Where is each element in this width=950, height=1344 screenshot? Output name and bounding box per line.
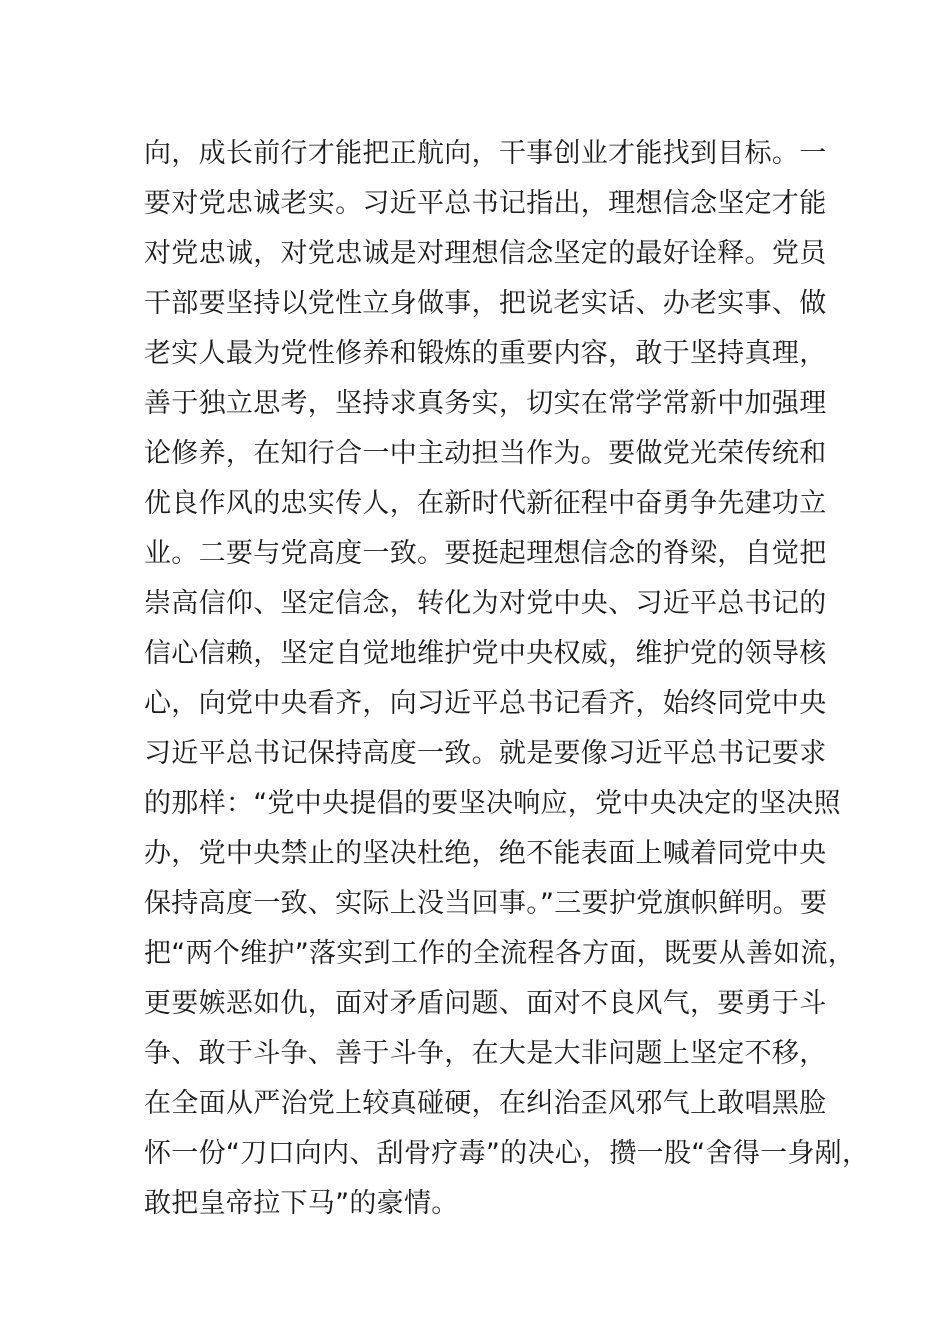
text-line: 论修养，在知行合一中主动担当作为。要做党光荣传统和	[144, 438, 827, 469]
text-line: 向，成长前行才能把正航向，干事创业才能找到目标。一	[144, 138, 827, 169]
text-line: 要对党忠诚老实。习近平总书记指出，理想信念坚定才能	[144, 188, 827, 219]
text-line: 争、敢于斗争、善于斗争，在大是大非问题上坚定不移，	[144, 1038, 827, 1069]
text-line: 敢把皇帝拉下马”的豪情。	[144, 1188, 459, 1219]
text-line: 干部要坚持以党性立身做事，把说老实话、办老实事、做	[144, 288, 827, 319]
text-line: 习近平总书记保持高度一致。就是要像习近平总书记要求	[144, 738, 827, 769]
text-line: 崇高信仰、坚定信念，转化为对党中央、习近平总书记的	[144, 588, 827, 619]
text-line: 把“两个维护”落实到工作的全流程各方面，既要从善如流，	[144, 938, 856, 969]
text-line: 在全面从严治党上较真碰硬，在纠治歪风邪气上敢唱黑脸	[144, 1088, 827, 1119]
text-line: 信心信赖，坚定自觉地维护党中央权威，维护党的领导核	[144, 638, 827, 669]
text-line: 保持高度一致、实际上没当回事。”三要护党旗帜鲜明。要	[144, 888, 828, 919]
text-line: 对党忠诚，对党忠诚是对理想信念坚定的最好诠释。党员	[144, 238, 827, 269]
text-line: 心，向党中央看齐，向习近平总书记看齐，始终同党中央	[144, 688, 827, 719]
text-line: 优良作风的忠实传人，在新时代新征程中奋勇争先建功立	[144, 488, 827, 519]
text-line: 办，党中央禁止的坚决杜绝，绝不能表面上喊着同党中央	[144, 838, 827, 869]
body-paragraph	[144, 129, 870, 1229]
text-line: 善于独立思考，坚持求真务实，切实在常学常新中加强理	[144, 388, 827, 419]
text-line: 的那样：“党中央提倡的要坚决响应，党中央决定的坚决照	[144, 788, 841, 819]
text-line: 老实人最为党性修养和锻炼的重要内容，敢于坚持真理，	[144, 338, 827, 369]
text-line: 更要嫉恶如仇，面对矛盾问题、面对不良风气，要勇于斗	[144, 988, 827, 1019]
text-line: 业。二要与党高度一致。要挺起理想信念的脊梁，自觉把	[144, 538, 827, 569]
text-line: 怀一份“刀口向内、刮骨疗毒”的决心，攒一股“舍得一身剐，	[144, 1138, 870, 1169]
